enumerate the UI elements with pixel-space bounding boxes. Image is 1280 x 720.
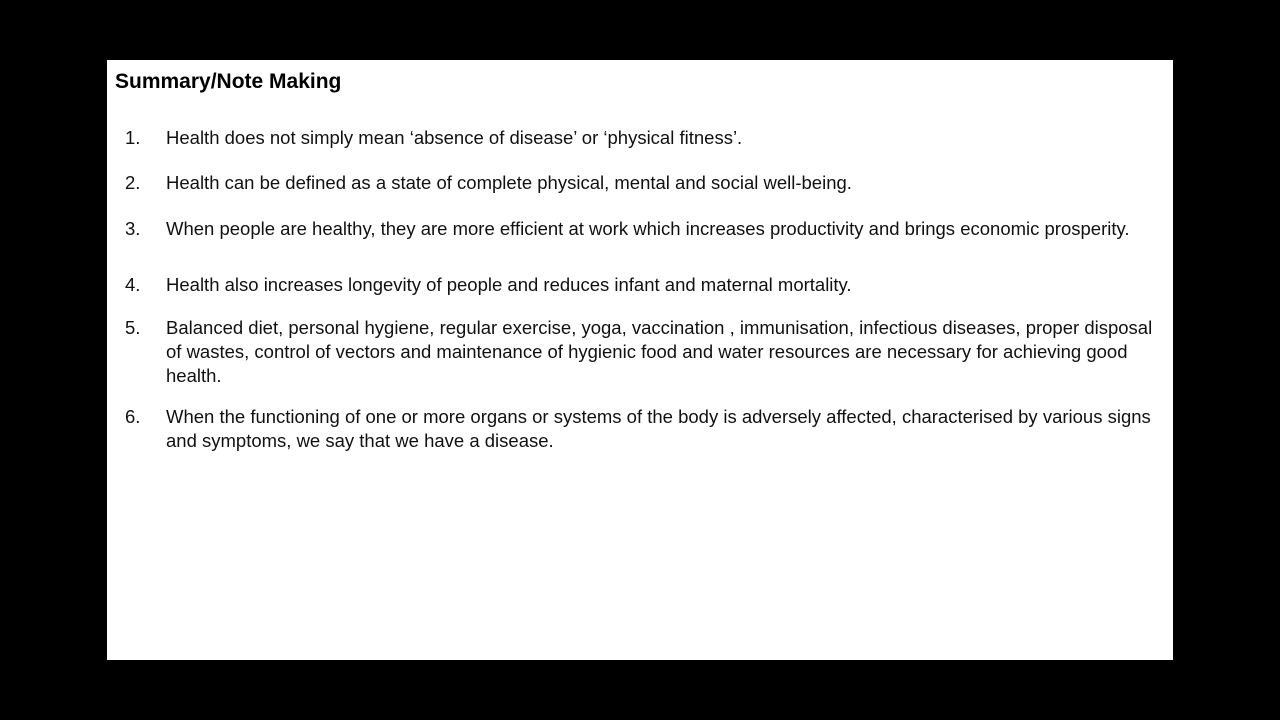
note-number: 5. [125,317,141,338]
note-number: 1. [125,127,141,148]
note-text: Health also increases longevity of people and reduces infant and maternal mortality. [166,274,852,295]
note-text: Balanced diet, personal hygiene, regular exercise, yoga, vaccination , immunisation, infectious diseases, proper disposal of wastes, control of vectors and maintenance of hygienic food and water resources are necessary for achieving good health. [166,317,1153,386]
note-text: When people are healthy, they are more efficient at work which increases productivity and brings economic prosperity. [166,218,1130,239]
note-number: 6. [125,406,141,427]
note-number: 4. [125,274,141,295]
note-number: 2. [125,172,141,193]
slide [107,60,1173,660]
note-number: 3. [125,218,141,239]
note-text: When the functioning of one or more organs or systems of the body is adversely affected, characterised by various signs and symptoms, we say that we have a disease. [166,406,1151,451]
note-text: Health can be defined as a state of complete physical, mental and social well-being. [166,172,852,193]
slide-title: Summary/Note Making [115,70,342,93]
note-text: Health does not simply mean ‘absence of disease’ or ‘physical fitness’. [166,127,743,148]
